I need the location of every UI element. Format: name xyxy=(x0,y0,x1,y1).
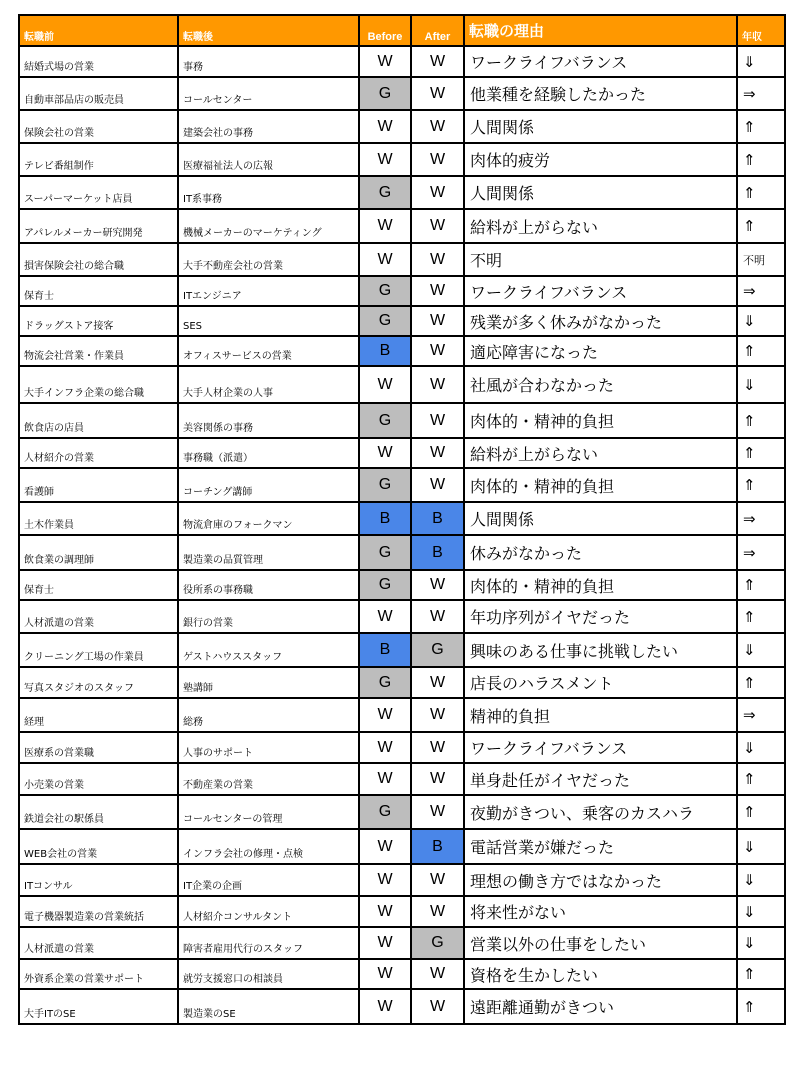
after-job-cell: 機械メーカーのマーケティング xyxy=(178,209,359,243)
income-cell: ⇑ xyxy=(737,110,785,143)
after-grade-cell: W xyxy=(411,600,464,633)
before-job-cell: 写真スタジオのスタッフ xyxy=(19,667,178,698)
after-grade-cell: G xyxy=(411,927,464,959)
before-grade-cell: G xyxy=(359,306,411,336)
table-row xyxy=(19,927,785,959)
before-grade-cell: B xyxy=(359,502,411,535)
before-job-cell: 大手ITのSE xyxy=(19,989,178,1024)
table-body xyxy=(19,46,785,1024)
before-grade-cell: W xyxy=(359,829,411,864)
before-grade-cell: W xyxy=(359,143,411,176)
before-grade-cell: G xyxy=(359,403,411,438)
income-cell: ⇑ xyxy=(737,795,785,829)
reason-cell: 肉体的・精神的負担 xyxy=(464,570,737,600)
income-cell: ⇒ xyxy=(737,502,785,535)
after-job-cell: 物流倉庫のフォークマン xyxy=(178,502,359,535)
table-row xyxy=(19,306,785,336)
table-row xyxy=(19,366,785,403)
header-reason: 転職の理由 xyxy=(464,15,737,46)
reason-cell: 年功序列がイヤだった xyxy=(464,600,737,633)
before-grade-cell: W xyxy=(359,110,411,143)
table-row xyxy=(19,209,785,243)
table-row xyxy=(19,633,785,667)
reason-cell: 他業種を経験したかった xyxy=(464,77,737,110)
income-cell: ⇓ xyxy=(737,46,785,77)
before-job-cell: スーパーマーケット店員 xyxy=(19,176,178,209)
reason-cell: 肉体的・精神的負担 xyxy=(464,468,737,502)
before-job-cell: 保険会社の営業 xyxy=(19,110,178,143)
before-grade-cell: G xyxy=(359,276,411,306)
after-job-cell: コーチング講師 xyxy=(178,468,359,502)
after-grade-cell: B xyxy=(411,502,464,535)
before-grade-cell: G xyxy=(359,795,411,829)
before-job-cell: WEB会社の営業 xyxy=(19,829,178,864)
income-cell: ⇓ xyxy=(737,896,785,927)
after-grade-cell: W xyxy=(411,864,464,896)
before-job-cell: 医療系の営業職 xyxy=(19,732,178,763)
before-job-cell: 経理 xyxy=(19,698,178,732)
reason-cell: 給料が上がらない xyxy=(464,438,737,468)
header-income: 年収 xyxy=(737,15,785,46)
table-row xyxy=(19,468,785,502)
table-row xyxy=(19,732,785,763)
table-row xyxy=(19,243,785,276)
before-grade-cell: W xyxy=(359,698,411,732)
after-grade-cell: W xyxy=(411,243,464,276)
reason-cell: 休みがなかった xyxy=(464,535,737,570)
table-row xyxy=(19,276,785,306)
before-grade-cell: G xyxy=(359,667,411,698)
before-job-cell: ドラッグストア接客 xyxy=(19,306,178,336)
after-job-cell: 人事のサポート xyxy=(178,732,359,763)
table-row xyxy=(19,667,785,698)
income-cell: ⇓ xyxy=(737,366,785,403)
reason-cell: 遠距離通勤がきつい xyxy=(464,989,737,1024)
job-change-table xyxy=(18,14,786,1025)
income-cell: ⇑ xyxy=(737,438,785,468)
before-job-cell: 電子機器製造業の営業統括 xyxy=(19,896,178,927)
reason-cell: 肉体的疲労 xyxy=(464,143,737,176)
after-job-cell: インフラ会社の修理・点検 xyxy=(178,829,359,864)
before-grade-cell: B xyxy=(359,633,411,667)
income-cell: ⇒ xyxy=(737,535,785,570)
after-grade-cell: W xyxy=(411,110,464,143)
after-job-cell: 美容関係の事務 xyxy=(178,403,359,438)
after-job-cell: 障害者雇用代行のスタッフ xyxy=(178,927,359,959)
income-cell: ⇒ xyxy=(737,276,785,306)
after-grade-cell: W xyxy=(411,46,464,77)
income-cell: ⇓ xyxy=(737,633,785,667)
reason-cell: 単身赴任がイヤだった xyxy=(464,763,737,795)
reason-cell: 理想の働き方ではなかった xyxy=(464,864,737,896)
header-row xyxy=(19,15,785,46)
after-job-cell: 銀行の営業 xyxy=(178,600,359,633)
reason-cell: 将来性がない xyxy=(464,896,737,927)
table-row xyxy=(19,77,785,110)
reason-cell: 適応障害になった xyxy=(464,336,737,366)
table-row xyxy=(19,535,785,570)
income-cell: ⇑ xyxy=(737,600,785,633)
before-grade-cell: G xyxy=(359,176,411,209)
after-job-cell: 就労支援窓口の相談員 xyxy=(178,959,359,989)
after-grade-cell: B xyxy=(411,535,464,570)
before-job-cell: 鉄道会社の駅係員 xyxy=(19,795,178,829)
reason-cell: ワークライフバランス xyxy=(464,732,737,763)
table-row xyxy=(19,46,785,77)
before-job-cell: 小売業の営業 xyxy=(19,763,178,795)
after-grade-cell: W xyxy=(411,176,464,209)
before-job-cell: 物流会社営業・作業員 xyxy=(19,336,178,366)
after-job-cell: 事務職（派遣） xyxy=(178,438,359,468)
income-cell: ⇓ xyxy=(737,927,785,959)
reason-cell: 店長のハラスメント xyxy=(464,667,737,698)
after-grade-cell: W xyxy=(411,77,464,110)
after-job-cell: 役所系の事務職 xyxy=(178,570,359,600)
header-before: Before xyxy=(359,15,411,46)
income-cell: ⇑ xyxy=(737,336,785,366)
income-cell: ⇑ xyxy=(737,468,785,502)
before-job-cell: 保育士 xyxy=(19,276,178,306)
after-grade-cell: W xyxy=(411,143,464,176)
reason-cell: ワークライフバランス xyxy=(464,276,737,306)
table-row xyxy=(19,600,785,633)
before-grade-cell: W xyxy=(359,366,411,403)
income-cell: ⇑ xyxy=(737,959,785,989)
reason-cell: 精神的負担 xyxy=(464,698,737,732)
after-job-cell: IT企業の企画 xyxy=(178,864,359,896)
income-cell: ⇑ xyxy=(737,667,785,698)
income-cell: ⇑ xyxy=(737,143,785,176)
before-grade-cell: G xyxy=(359,535,411,570)
before-job-cell: 人材派遣の営業 xyxy=(19,600,178,633)
table-row xyxy=(19,864,785,896)
income-cell: ⇓ xyxy=(737,306,785,336)
table-row xyxy=(19,502,785,535)
before-grade-cell: W xyxy=(359,989,411,1024)
after-job-cell: 不動産業の営業 xyxy=(178,763,359,795)
table-row xyxy=(19,989,785,1024)
reason-cell: 肉体的・精神的負担 xyxy=(464,403,737,438)
table-row xyxy=(19,403,785,438)
after-job-cell: 大手不動産会社の営業 xyxy=(178,243,359,276)
before-grade-cell: W xyxy=(359,864,411,896)
reason-cell: 営業以外の仕事をしたい xyxy=(464,927,737,959)
income-cell: ⇑ xyxy=(737,763,785,795)
before-grade-cell: W xyxy=(359,209,411,243)
before-grade-cell: W xyxy=(359,927,411,959)
after-grade-cell: W xyxy=(411,698,464,732)
reason-cell: 資格を生かしたい xyxy=(464,959,737,989)
after-grade-cell: W xyxy=(411,306,464,336)
income-cell: ⇓ xyxy=(737,829,785,864)
before-job-cell: 土木作業員 xyxy=(19,502,178,535)
before-job-cell: 保育士 xyxy=(19,570,178,600)
after-grade-cell: W xyxy=(411,732,464,763)
before-job-cell: 結婚式場の営業 xyxy=(19,46,178,77)
after-grade-cell: W xyxy=(411,959,464,989)
after-job-cell: SES xyxy=(178,306,359,336)
before-job-cell: アパレルメーカー研究開発 xyxy=(19,209,178,243)
after-job-cell: 塾講師 xyxy=(178,667,359,698)
after-grade-cell: W xyxy=(411,276,464,306)
before-grade-cell: W xyxy=(359,243,411,276)
after-grade-cell: W xyxy=(411,667,464,698)
before-job-cell: 人材紹介の営業 xyxy=(19,438,178,468)
reason-cell: 人間関係 xyxy=(464,110,737,143)
table-row xyxy=(19,795,785,829)
table-row xyxy=(19,698,785,732)
after-job-cell: コールセンター xyxy=(178,77,359,110)
table-row xyxy=(19,896,785,927)
income-cell: ⇑ xyxy=(737,570,785,600)
table-row xyxy=(19,110,785,143)
before-job-cell: 飲食業の調理師 xyxy=(19,535,178,570)
after-job-cell: 総務 xyxy=(178,698,359,732)
after-grade-cell: W xyxy=(411,336,464,366)
reason-cell: 人間関係 xyxy=(464,502,737,535)
after-job-cell: ITエンジニア xyxy=(178,276,359,306)
after-grade-cell: W xyxy=(411,896,464,927)
before-grade-cell: W xyxy=(359,600,411,633)
after-job-cell: 製造業の品質管理 xyxy=(178,535,359,570)
before-job-cell: クリーニング工場の作業員 xyxy=(19,633,178,667)
table-row xyxy=(19,143,785,176)
before-grade-cell: W xyxy=(359,732,411,763)
table-row xyxy=(19,959,785,989)
after-job-cell: コールセンターの管理 xyxy=(178,795,359,829)
reason-cell: 社風が合わなかった xyxy=(464,366,737,403)
after-job-cell: IT系事務 xyxy=(178,176,359,209)
reason-cell: 夜勤がきつい、乗客のカスハラ xyxy=(464,795,737,829)
after-job-cell: ゲストハウススタッフ xyxy=(178,633,359,667)
table-row xyxy=(19,438,785,468)
income-cell: ⇒ xyxy=(737,698,785,732)
before-job-cell: 飲食店の店員 xyxy=(19,403,178,438)
before-grade-cell: B xyxy=(359,336,411,366)
table-row xyxy=(19,763,785,795)
reason-cell: 給料が上がらない xyxy=(464,209,737,243)
before-job-cell: ITコンサル xyxy=(19,864,178,896)
income-cell: ⇓ xyxy=(737,864,785,896)
reason-cell: 人間関係 xyxy=(464,176,737,209)
table-row xyxy=(19,176,785,209)
before-job-cell: 大手インフラ企業の総合職 xyxy=(19,366,178,403)
reason-cell: 電話営業が嫌だった xyxy=(464,829,737,864)
income-cell: ⇑ xyxy=(737,209,785,243)
after-job-cell: 大手人材企業の人事 xyxy=(178,366,359,403)
after-job-cell: 製造業のSE xyxy=(178,989,359,1024)
after-grade-cell: W xyxy=(411,763,464,795)
income-cell: ⇑ xyxy=(737,403,785,438)
before-grade-cell: G xyxy=(359,468,411,502)
income-cell: ⇑ xyxy=(737,176,785,209)
before-grade-cell: G xyxy=(359,77,411,110)
after-grade-cell: B xyxy=(411,829,464,864)
reason-cell: 残業が多く休みがなかった xyxy=(464,306,737,336)
after-grade-cell: W xyxy=(411,438,464,468)
before-grade-cell: W xyxy=(359,438,411,468)
after-job-cell: 事務 xyxy=(178,46,359,77)
before-grade-cell: W xyxy=(359,959,411,989)
income-cell: ⇑ xyxy=(737,989,785,1024)
before-job-cell: 看護師 xyxy=(19,468,178,502)
after-grade-cell: W xyxy=(411,366,464,403)
income-cell: ⇓ xyxy=(737,732,785,763)
table-row xyxy=(19,336,785,366)
after-grade-cell: W xyxy=(411,468,464,502)
before-grade-cell: W xyxy=(359,896,411,927)
after-grade-cell: G xyxy=(411,633,464,667)
reason-cell: 興味のある仕事に挑戦したい xyxy=(464,633,737,667)
before-grade-cell: W xyxy=(359,46,411,77)
table-row xyxy=(19,829,785,864)
after-grade-cell: W xyxy=(411,989,464,1024)
after-grade-cell: W xyxy=(411,570,464,600)
reason-cell: 不明 xyxy=(464,243,737,276)
after-grade-cell: W xyxy=(411,209,464,243)
before-job-cell: 損害保険会社の総合職 xyxy=(19,243,178,276)
income-cell: 不明 xyxy=(737,243,785,276)
after-grade-cell: W xyxy=(411,403,464,438)
header-after: After xyxy=(411,15,464,46)
income-cell: ⇒ xyxy=(737,77,785,110)
after-job-cell: 人材紹介コンサルタント xyxy=(178,896,359,927)
after-job-cell: オフィスサービスの営業 xyxy=(178,336,359,366)
header-after-job: 転職後 xyxy=(178,15,359,46)
after-job-cell: 建築会社の事務 xyxy=(178,110,359,143)
table-row xyxy=(19,570,785,600)
before-job-cell: 外資系企業の営業サポート xyxy=(19,959,178,989)
before-job-cell: 自動車部品店の販売員 xyxy=(19,77,178,110)
after-grade-cell: W xyxy=(411,795,464,829)
header-before-job: 転職前 xyxy=(19,15,178,46)
before-grade-cell: W xyxy=(359,763,411,795)
after-job-cell: 医療福祉法人の広報 xyxy=(178,143,359,176)
before-job-cell: 人材派遣の営業 xyxy=(19,927,178,959)
before-grade-cell: G xyxy=(359,570,411,600)
reason-cell: ワークライフバランス xyxy=(464,46,737,77)
before-job-cell: テレビ番組制作 xyxy=(19,143,178,176)
